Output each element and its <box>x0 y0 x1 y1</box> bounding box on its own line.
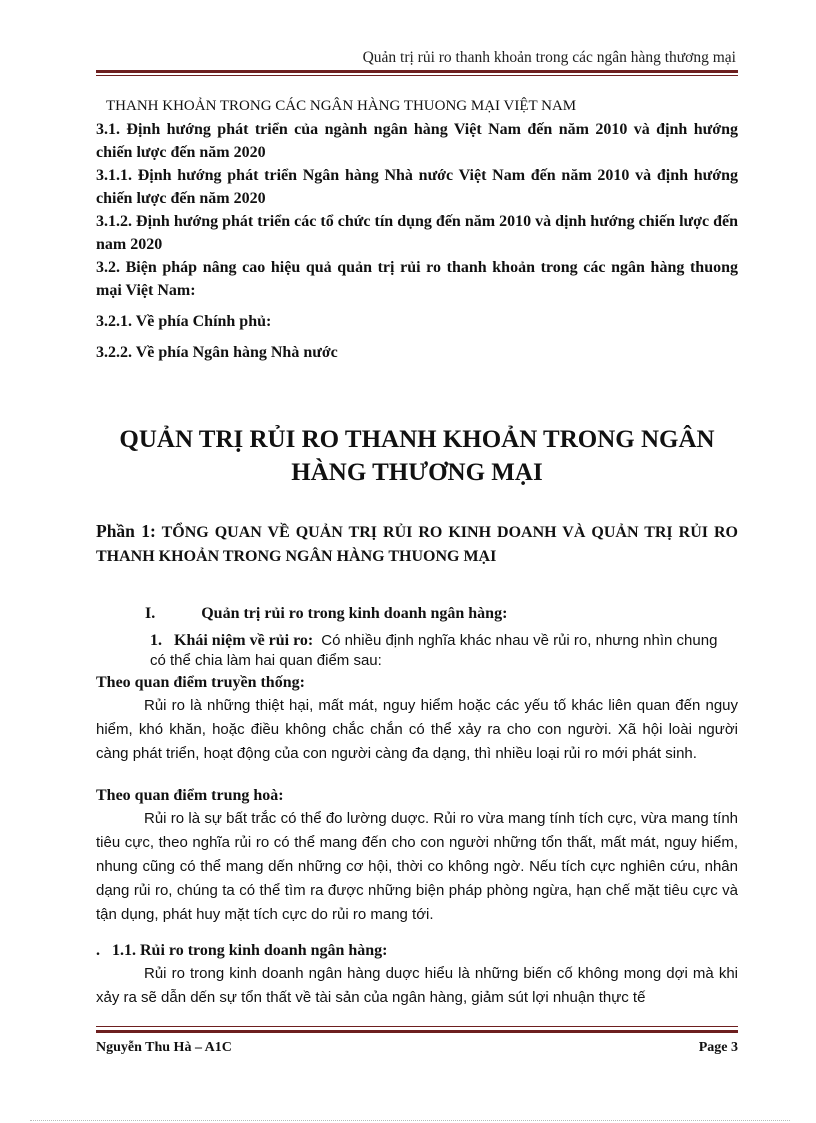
toc-line-6: 3.2.2. Về phía Ngân hàng Nhà nước <box>96 344 338 361</box>
toc-line-4: 3.2. Biện pháp nâng cao hiệu quả quản trị rủi ro thanh khoản trong các ngân hàng thuong mại Việt Nam: <box>96 259 738 299</box>
view-traditional <box>96 671 738 766</box>
footer-page-number: Page 3 <box>698 1040 738 1055</box>
section-I-heading <box>145 602 725 625</box>
section-1-1-title: 1.1. Rủi ro trong kinh doanh ngân hàng: <box>112 942 388 959</box>
main-title <box>96 423 738 489</box>
section-I-title: Quản trị rủi ro trong kinh doanh ngân hàng: <box>201 605 508 622</box>
section-1-1 <box>96 939 738 1010</box>
item-1 <box>150 631 725 671</box>
header-rule-thin <box>96 75 738 76</box>
section-1-1-heading <box>96 939 738 962</box>
view-neutral <box>96 784 738 927</box>
section-1-1-text: Rủi ro trong kinh doanh ngân hàng duợc hiểu là những biến cố không mong dợi mà khi xảy ra sẽ dẫn dến sự tổn thất về tài sản của ngân hàng, giảm sút lợi nhuận thực tế <box>96 965 738 1006</box>
header-rule-thick <box>96 70 738 73</box>
main-title-line2: HÀNG THƯƠNG MẠI <box>291 459 543 486</box>
toc-line-5: 3.2.1. Về phía Chính phủ: <box>96 313 272 330</box>
toc-line-3: 3.1.2. Định hướng phát triển các tổ chức tín dụng đến năm 2010 và dịnh hướng chiến lược đến nam 2020 <box>96 213 738 253</box>
running-header: Quản trị rủi ro thanh khoản trong các ngân hàng thương mại <box>362 49 736 66</box>
main-title-line1: QUẢN TRỊ RỦI RO THANH KHOẢN TRONG NGÂN <box>119 426 715 453</box>
view-traditional-text: Rủi ro là những thiệt hại, mất mát, nguy hiểm hoặc các yếu tố khác liên quan đến nguy hiểm, khó khăn, hoặc điều không chắc chắn có thể xảy ra cho con người. Xã hội loài người càng phát triển, hoạt động của con người càng đa dạng, thì nhiều loại rủi ro mới phát sinh. <box>96 697 738 762</box>
part-title: TỔNG QUAN VỀ QUẢN TRỊ RỦI RO KINH DOANH VÀ QUẢN TRỊ RỦI RO THANH KHOẢN TRONG NGÂN HÀNG THUONG MẠI <box>96 524 738 565</box>
toc-line-1: 3.1. Định hướng phát triển của ngành ngân hàng Việt Nam đến năm 2010 và định hướng chiến lược đến năm 2020 <box>96 121 738 161</box>
item-1-title: Khái niệm về rủi ro: <box>174 632 314 649</box>
view-neutral-heading: Theo quan điểm trung hoà: <box>96 787 284 804</box>
toc-line-2: 3.1.1. Định hướng phát triển Ngân hàng Nhà nước Việt Nam đến năm 2010 và định hướng chiến lược đến năm 2020 <box>96 167 738 207</box>
item-1-text: Có nhiều định nghĩa khác nhau về rủi ro, nhưng nhìn chung có thể chia làm hai quan điểm sau: <box>150 632 718 669</box>
footer-author: Nguyễn Thu Hà – A1C <box>96 1040 232 1055</box>
view-traditional-heading: Theo quan điểm truyền thống: <box>96 674 305 691</box>
toc-block <box>96 95 738 364</box>
footer-rule-thin <box>96 1026 738 1027</box>
toc-line-0: THANH KHOẢN TRONG CÁC NGÂN HÀNG THUONG MẠI VIỆT NAM <box>106 98 577 114</box>
footer-rule-thick <box>96 1030 738 1033</box>
page-bottom-edge <box>30 1120 790 1121</box>
section-I-number: I. <box>145 605 156 622</box>
view-neutral-text: Rủi ro là sự bất trắc có thể đo lường duợc. Rủi ro vừa mang tính tích cực, vừa mang tính tiêu cực, theo nghĩa rủi ro có thể mang đến cho con người những tổn thất, mất mát, nguy hiểm, nhung cũng có thể mang dến những cơ hội, thời co không ngờ. Nếu tích cực nghiên cứu, nhân dạng rủi ro, chúng ta có thể tìm ra được những biện pháp phòng ngừa, hạn chế mặt tiêu cực và tận dụng, phát huy mặt tích cực do rủi ro mang tới. <box>96 810 738 923</box>
part-label: Phần 1: <box>96 521 156 541</box>
item-1-number: 1. <box>150 632 162 649</box>
part-heading <box>96 519 738 569</box>
section-1-1-prefix: . <box>96 942 100 959</box>
